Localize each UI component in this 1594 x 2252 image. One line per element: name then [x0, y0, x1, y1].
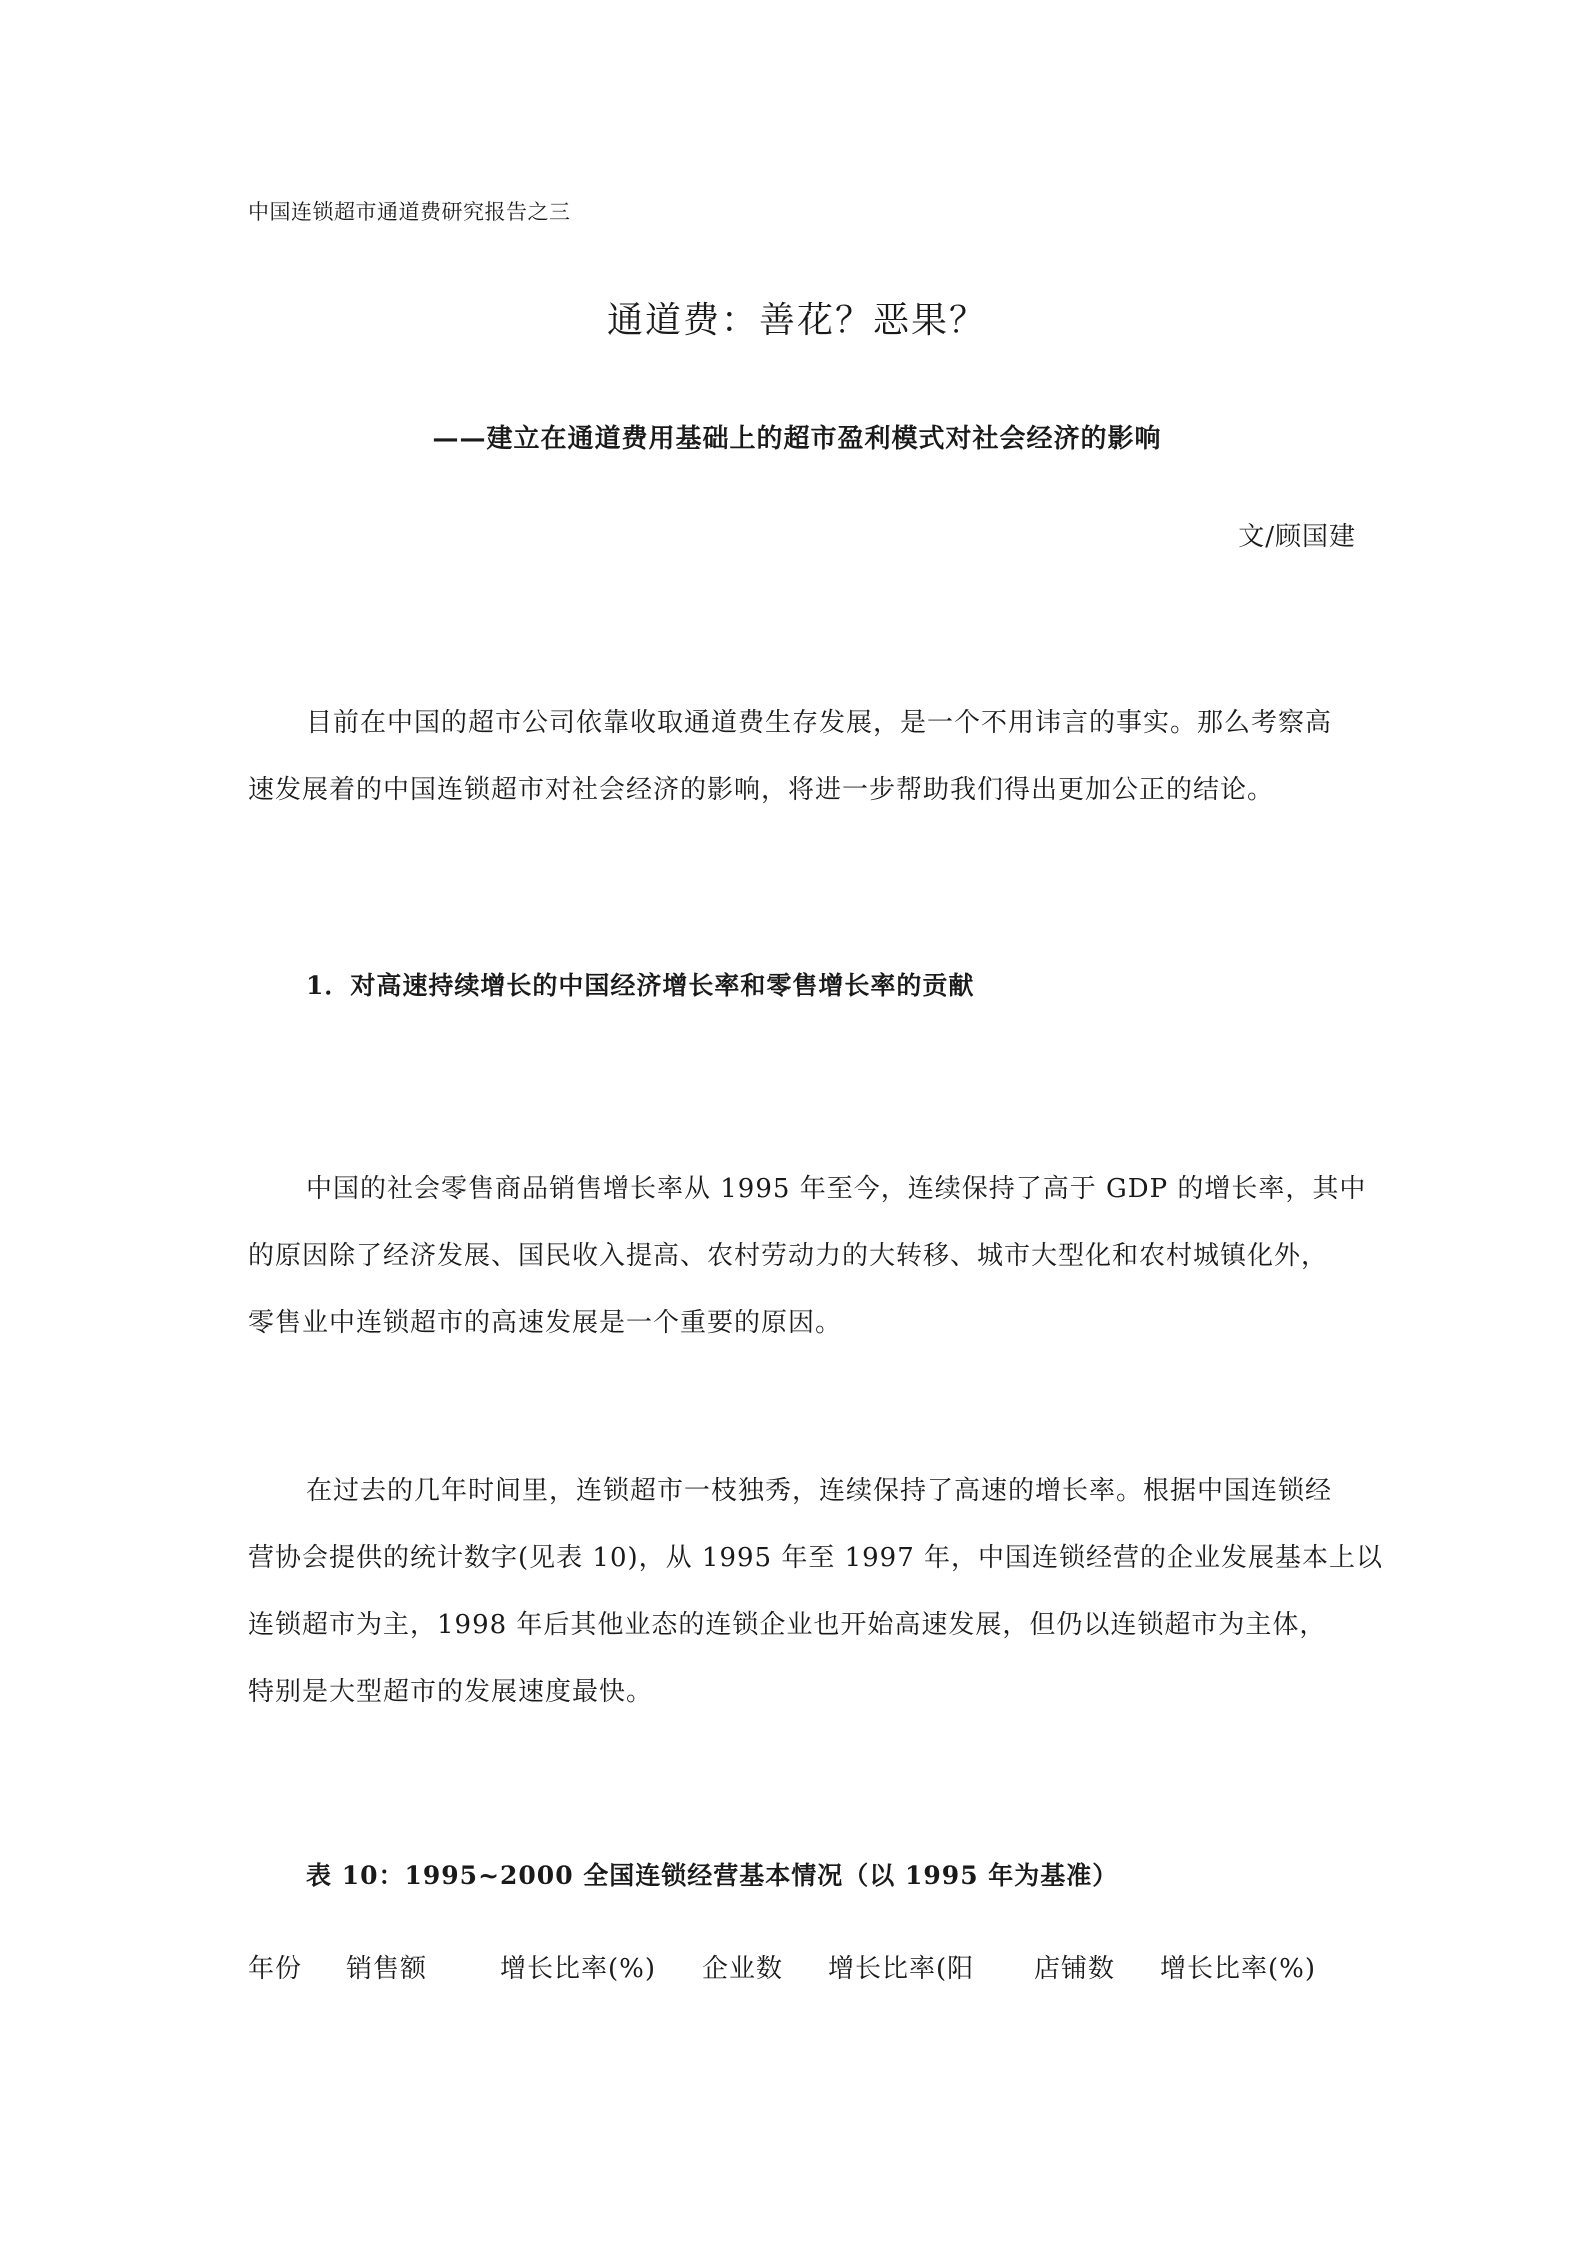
table-column-header: 增长比率(%) — [500, 1954, 656, 1984]
paragraph-line: 中国的社会零售商品销售增长率从 1995 年至今，连续保持了高于 GDP 的增长率，其中 — [306, 1174, 1367, 1204]
table-column-header: 店铺数 — [1034, 1954, 1116, 1984]
paragraph-intro — [248, 690, 1358, 824]
table-caption: 表 10：1995~2000 全国连锁经营基本情况（以 1995 年为基准） — [306, 1861, 1119, 1890]
paragraph-line: 营协会提供的统计数字(见表 10)，从 1995 年至 1997 年，中国连锁经营的企业发展基本上以 — [248, 1543, 1384, 1573]
paragraph-line: 特别是大型超市的发展速度最快。 — [248, 1677, 654, 1707]
article-title: 通道费：善花？恶果？ — [606, 300, 987, 341]
paragraph-line: 连锁超市为主，1998 年后其他业态的连锁企业也开始高速发展，但仍以连锁超市为主体， — [248, 1610, 1327, 1640]
author-line: 文/顾国建 — [1238, 522, 1356, 552]
paragraph-line: 目前在中国的超市公司依靠收取通道费生存发展，是一个不用讳言的事实。那么考察高 — [306, 708, 1333, 738]
paragraph-line: 的原因除了经济发展、国民收入提高、农村劳动力的大转移、城市大型化和农村城镇化外， — [248, 1241, 1329, 1271]
table-column-header: 增长比率(%) — [1160, 1954, 1316, 1984]
paragraph-growth — [248, 1156, 1367, 1357]
table-header-row — [0, 1948, 1594, 1988]
table-column-header: 年份 — [248, 1954, 303, 1984]
paragraph-line: 在过去的几年时间里，连锁超市一枝独秀，连续保持了高速的增长率。根据中国连锁经 — [306, 1476, 1333, 1506]
article-subtitle: ——建立在通道费用基础上的超市盈利模式对社会经济的影响 — [432, 424, 1162, 454]
paragraph-supermarkets — [248, 1458, 1384, 1726]
table-column-header: 销售额 — [346, 1954, 428, 1984]
table-column-header: 增长比率(阳 — [828, 1954, 975, 1984]
section-heading: 1．对高速持续增长的中国经济增长率和零售增长率的贡献 — [306, 971, 975, 1000]
series-label: 中国连锁超市通道费研究报告之三 — [248, 200, 571, 224]
paragraph-line: 速发展着的中国连锁超市对社会经济的影响，将进一步帮助我们得出更加公正的结论。 — [248, 775, 1275, 805]
paragraph-line: 零售业中连锁超市的高速发展是一个重要的原因。 — [248, 1308, 843, 1338]
table-column-header: 企业数 — [702, 1954, 784, 1984]
